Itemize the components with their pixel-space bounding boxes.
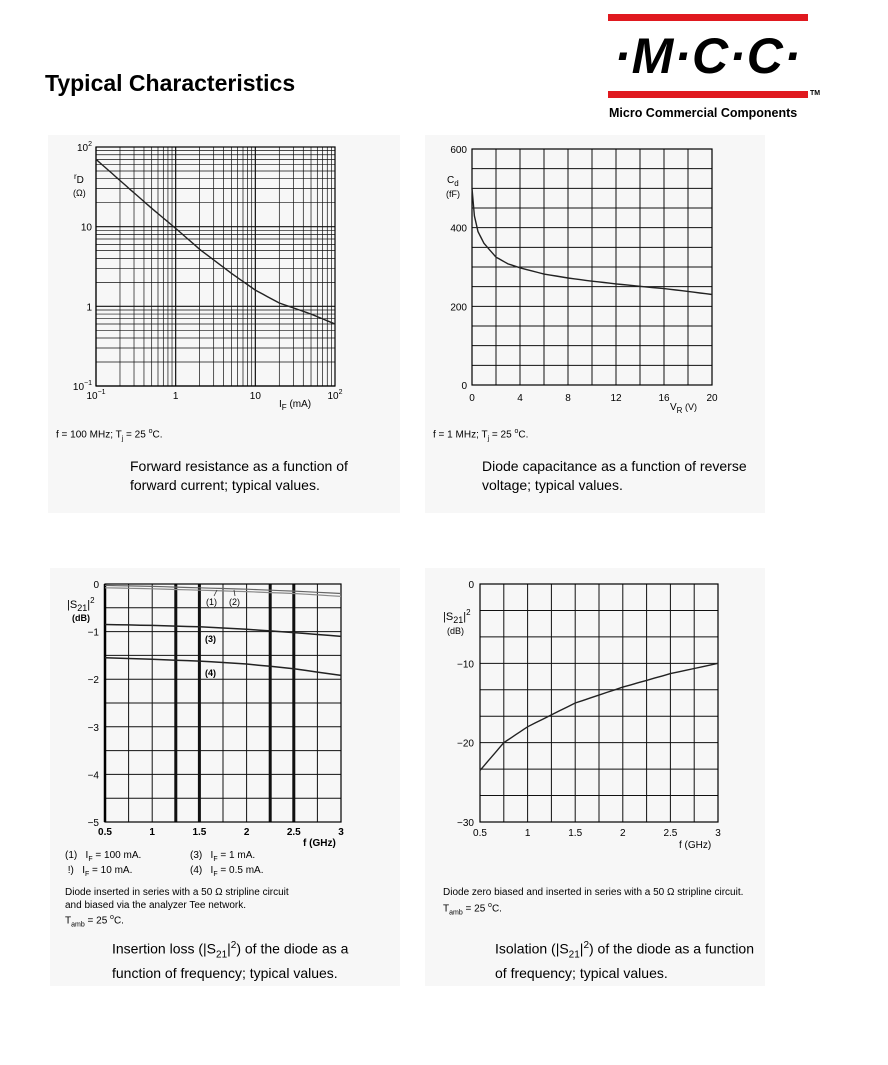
caption-line: voltage; typical values. bbox=[482, 477, 623, 493]
y-tick-label: −1 bbox=[87, 627, 99, 639]
y-tick-label: 10 bbox=[80, 222, 92, 234]
y-tick-label: −3 bbox=[87, 722, 99, 734]
x-axis-label: $V_R$ (V) bbox=[670, 402, 697, 415]
x-tick-label: $10^2$ bbox=[327, 389, 343, 402]
company-name: Micro Commercial Components bbox=[609, 106, 798, 120]
x-tick-label: 16 bbox=[658, 393, 670, 404]
mcc-logo bbox=[608, 14, 821, 124]
y-tick-label: 400 bbox=[450, 223, 467, 235]
x-tick-label: 8 bbox=[565, 393, 571, 404]
x-axis-label: f (GHz) bbox=[679, 840, 712, 851]
y-tick-label: 600 bbox=[450, 145, 467, 156]
x-tick-label: 0.5 bbox=[98, 827, 112, 838]
x-tick-label: 1.5 bbox=[192, 827, 207, 838]
chart-caption bbox=[112, 936, 348, 983]
x-tick-label: 1.5 bbox=[568, 828, 583, 839]
page-title: Typical Characteristics bbox=[45, 70, 296, 96]
conditions-line: $T_{amb} = 25$ $^o$C. bbox=[443, 901, 502, 916]
caption-line: Diode capacitance as a function of reverse bbox=[482, 458, 747, 474]
logo-top-bar bbox=[608, 14, 808, 21]
y-axis-label: $|S_{21}|^2$ bbox=[443, 608, 471, 625]
chart-panel-insertion-loss bbox=[50, 568, 400, 986]
conditions-line: and biased via the analyzer Tee network. bbox=[65, 899, 247, 911]
y-tick-label: −30 bbox=[457, 818, 474, 829]
y-axis-label: $|S_{21}|^2$ bbox=[67, 596, 95, 613]
y-tick-label: 0 bbox=[461, 381, 467, 392]
chart-panel-diode-capacitance bbox=[425, 135, 765, 513]
series-line-rd bbox=[96, 159, 335, 324]
x-tick-label: 3 bbox=[715, 828, 721, 839]
series-label-4: (4) bbox=[205, 668, 216, 678]
x-tick-label: 2 bbox=[243, 827, 250, 838]
legend-entry-4: (4) $I_F = 0.5$ mA. bbox=[190, 865, 264, 878]
caption-line: function of frequency; typical values. bbox=[112, 965, 338, 982]
y-tick-label: −10 bbox=[457, 659, 474, 671]
conditions-line: $T_{amb} = 25$ $^o$C. bbox=[65, 914, 124, 929]
y-tick-label: −2 bbox=[87, 675, 99, 687]
y-tick-label: −20 bbox=[457, 738, 474, 750]
chart-conditions bbox=[443, 887, 743, 919]
y-tick-label: $10^{-1}$ bbox=[72, 380, 92, 393]
x-tick-label: 2 bbox=[620, 828, 626, 839]
y-tick-label: −5 bbox=[87, 818, 99, 829]
y-tick-label: 0 bbox=[468, 580, 474, 591]
caption-line: forward current; typical values. bbox=[130, 477, 320, 493]
logo-letters: ·M·C·C· bbox=[614, 28, 802, 84]
chart-panel-forward-resistance bbox=[48, 135, 400, 513]
diode-capacitance-chart bbox=[425, 135, 765, 415]
conditions-line: Diode inserted in series with a 50 Ω stripline circuit bbox=[65, 887, 289, 898]
conditions-line: Diode zero biased and inserted in series with a 50 Ω stripline circuit. bbox=[443, 887, 744, 898]
caption-line: of frequency; typical values. bbox=[495, 965, 668, 982]
x-tick-label: $10^{-1}$ bbox=[86, 389, 106, 402]
y-axis-label: $^r$D bbox=[74, 172, 84, 186]
chart-conditions: f = 1 MHz; $T_j = 25$ $^o$C. bbox=[433, 428, 529, 443]
caption-line: Insertion loss $(|S_{21}|^2)$ of the diode as a bbox=[112, 940, 349, 961]
legend-entry-1: (1) $I_F = 100$ mA. bbox=[65, 850, 142, 863]
series-label-2: (2) bbox=[229, 597, 240, 607]
x-tick-label: 20 bbox=[706, 393, 718, 404]
isolation-chart bbox=[425, 568, 765, 858]
legend-entry-3: (3) $I_F = 1$ mA. bbox=[190, 850, 256, 863]
x-tick-label: 4 bbox=[517, 393, 523, 404]
y-tick-label: 0 bbox=[93, 580, 99, 591]
y-axis-unit: (Ω) bbox=[73, 188, 86, 198]
chart-caption bbox=[130, 457, 348, 495]
chart-panel-isolation bbox=[425, 568, 765, 986]
series-label-3: (3) bbox=[205, 634, 216, 644]
insertion-loss-chart bbox=[50, 568, 400, 850]
chart-caption bbox=[495, 936, 754, 983]
caption-line: Forward resistance as a function of bbox=[130, 458, 348, 474]
y-axis-unit: (dB) bbox=[447, 626, 465, 636]
x-axis-label: $I_F$ (mA) bbox=[279, 399, 312, 412]
chart-legend bbox=[65, 850, 395, 880]
plot-frame bbox=[96, 147, 335, 386]
x-tick-label: 3 bbox=[338, 827, 344, 838]
y-tick-label: $10^2$ bbox=[76, 141, 92, 154]
x-tick-label: 1 bbox=[172, 391, 179, 402]
y-axis-unit: (dB) bbox=[72, 613, 90, 623]
x-tick-label: 12 bbox=[610, 393, 622, 404]
x-axis-label: f (GHz) bbox=[303, 838, 336, 849]
y-tick-label: 1 bbox=[86, 302, 92, 314]
chart-caption bbox=[482, 457, 747, 495]
y-tick-label: 200 bbox=[450, 302, 467, 314]
y-axis-label: $C_d$ bbox=[447, 175, 459, 188]
caption-line: Isolation $(|S_{21}|^2)$ of the diode as a function bbox=[495, 940, 754, 961]
y-axis-unit: (fF) bbox=[446, 189, 460, 199]
chart-conditions bbox=[65, 887, 289, 932]
series-label-1: (1) bbox=[206, 597, 217, 607]
y-tick-label: −4 bbox=[87, 770, 99, 782]
chart-conditions: f = 100 MHz; $T_j = 25$ $^o$C. bbox=[56, 428, 163, 443]
x-tick-label: 1 bbox=[524, 828, 531, 839]
logo-bottom-bar bbox=[608, 91, 808, 98]
legend-entry-2: !) $I_F = 10$ mA. bbox=[65, 865, 133, 878]
x-tick-label: 0.5 bbox=[473, 828, 487, 839]
logo-trademark: TM bbox=[810, 90, 821, 97]
x-tick-label: 2.5 bbox=[286, 827, 301, 838]
x-tick-label: 2.5 bbox=[663, 828, 678, 839]
x-tick-label: 10 bbox=[249, 391, 261, 402]
x-tick-label: 1 bbox=[149, 827, 155, 838]
forward-resistance-chart bbox=[48, 135, 400, 415]
x-tick-label: 0 bbox=[469, 393, 475, 404]
